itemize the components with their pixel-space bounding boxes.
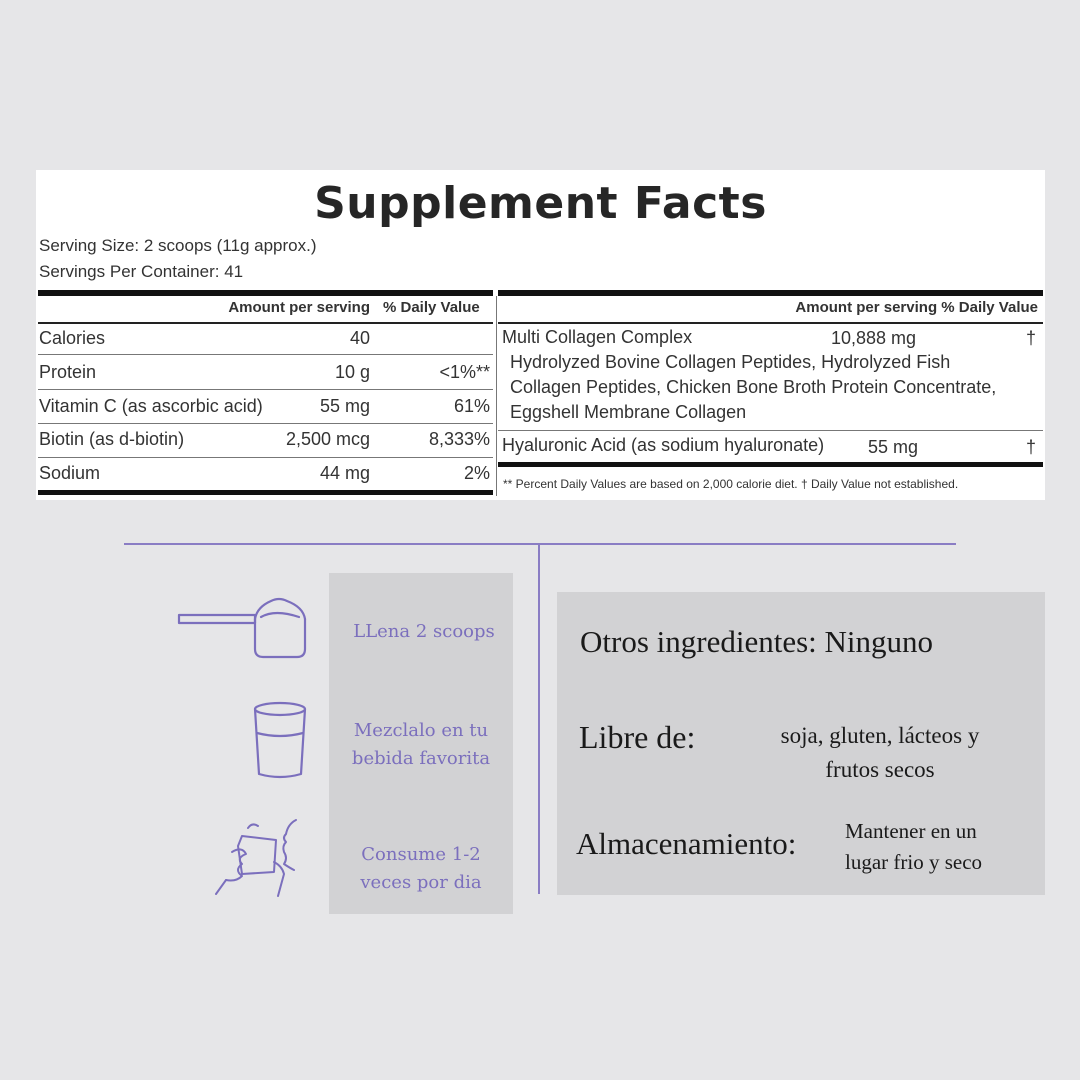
complex-dv: † xyxy=(1026,328,1037,348)
storage-label: Almacenamiento: xyxy=(576,826,797,861)
complex-ingredients-line: Collagen Peptides, Chicken Bone Broth Protein Concentrate, xyxy=(510,377,997,397)
step-text-line: Consume 1-2 xyxy=(361,844,481,865)
left-top-bar xyxy=(38,290,493,296)
nutrient-name: Vitamin C (as ascorbic acid) xyxy=(39,396,263,416)
nutrient-name: Biotin (as d-biotin) xyxy=(39,429,185,449)
ha-dv: † xyxy=(1026,437,1037,457)
drinking-icon xyxy=(212,816,312,898)
other-ingredients: Otros ingredientes: Ninguno xyxy=(580,624,934,659)
free-of-line: frutos secos xyxy=(825,757,935,782)
left-header-dv: % Daily Value xyxy=(383,299,480,316)
nutrient-amount: 44 mg xyxy=(319,463,370,483)
nutrient-name: Sodium xyxy=(39,463,101,483)
servings-per-container: Servings Per Container: 41 xyxy=(39,262,244,281)
left-header-amount: Amount per serving xyxy=(228,299,370,316)
nutrient-amount: 40 xyxy=(349,328,370,348)
complex-ingredients-line: Hydrolyzed Bovine Collagen Peptides, Hydrolyzed Fish xyxy=(510,352,951,372)
step-text-line: Mezclalo en tu xyxy=(353,720,489,741)
nutrient-name: Calories xyxy=(39,328,106,348)
left-bottom-bar xyxy=(38,490,493,495)
right-header: Amount per serving % Daily Value xyxy=(795,299,1038,316)
free-of-label: Libre de: xyxy=(579,719,696,755)
complex-ingredients-line: Eggshell Membrane Collagen xyxy=(510,402,747,422)
ha-amount: 55 mg xyxy=(868,437,919,457)
row-divider xyxy=(38,423,493,424)
storage-line: lugar frio y seco xyxy=(845,850,983,874)
right-top-bar xyxy=(498,290,1043,296)
nutrient-amount: 10 g xyxy=(334,362,370,382)
row-divider xyxy=(38,389,493,390)
supplement-facts-panel xyxy=(36,170,1045,500)
vertical-divider xyxy=(538,543,540,894)
column-divider xyxy=(496,296,497,496)
scoop-icon xyxy=(175,593,310,663)
nutrient-dv: 2% xyxy=(463,463,490,483)
left-header-rule xyxy=(38,322,493,324)
footnote: ** Percent Daily Values are based on 2,000 calorie diet. † Daily Value not established. xyxy=(503,477,959,491)
row-divider xyxy=(38,354,493,355)
step-consume-label xyxy=(329,841,513,897)
free-of-line: soja, gluten, lácteos y xyxy=(780,723,980,748)
right-header-rule xyxy=(498,322,1043,324)
complex-name: Multi Collagen Complex xyxy=(502,327,693,347)
glass-icon xyxy=(250,700,310,780)
nutrient-amount: 2,500 mcg xyxy=(285,429,370,449)
nutrient-name: Protein xyxy=(39,362,97,382)
right-bottom-bar xyxy=(498,462,1043,467)
nutrient-amount: 55 mg xyxy=(319,396,370,416)
storage-line: Mantener en un xyxy=(845,819,977,843)
nutrient-dv: <1%** xyxy=(439,362,490,382)
nutrient-dv: 8,333% xyxy=(428,429,490,449)
storage-text xyxy=(845,816,982,878)
step-scoop-label xyxy=(332,618,516,646)
step-mix-label xyxy=(329,717,513,773)
step-text-line: bebida favorita xyxy=(351,748,491,769)
horizontal-divider xyxy=(124,543,956,545)
serving-size: Serving Size: 2 scoops (11g approx.) xyxy=(39,236,317,255)
step-text-line: veces por dia xyxy=(360,872,482,893)
free-of-list xyxy=(745,719,1015,787)
row-divider xyxy=(38,457,493,458)
complex-amount: 10,888 mg xyxy=(831,328,917,348)
nutrient-dv: 61% xyxy=(453,396,490,416)
row-divider xyxy=(498,430,1043,431)
ha-name: Hyaluronic Acid (as sodium hyaluronate) xyxy=(502,435,825,455)
facts-title: Supplement Facts xyxy=(314,178,767,229)
step-text-line: LLena 2 scoops xyxy=(353,621,495,642)
